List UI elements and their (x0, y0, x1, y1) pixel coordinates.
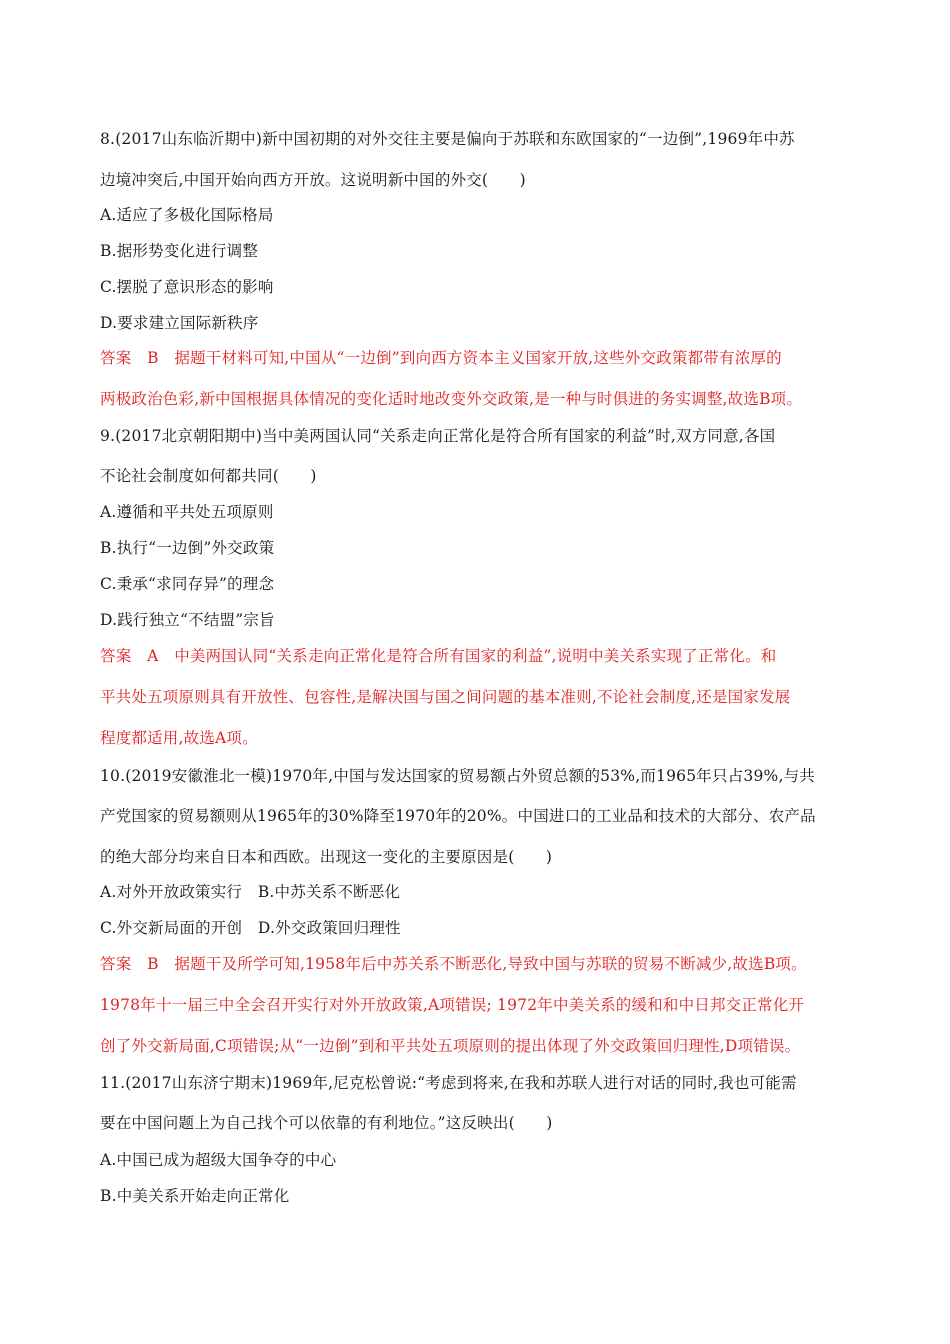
question-stem-line: 不论社会制度如何都共同( ) (100, 467, 317, 485)
question-stem-line: 要在中国问题上为自己找个可以依靠的有利地位。”这反映出( ) (100, 1114, 553, 1132)
question-stem-line: 产党国家的贸易额则从1965年的30%降至1970年的20%。中国进口的工业品和技术的大部分、农产品 (100, 807, 816, 825)
option-a: A.适应了多极化国际格局 (100, 206, 274, 224)
question-stem-line: 边境冲突后,中国开始向西方开放。这说明新中国的外交( ) (100, 171, 526, 189)
option-c: C.秉承“求同存异”的理念 (100, 575, 275, 593)
answer-line: 1978年十一届三中全会召开实行对外开放政策,A项错误; 1972年中美关系的缓和和中日邦交正常化开 (100, 996, 805, 1014)
option-d: D.要求建立国际新秩序 (100, 314, 259, 332)
option-a: A.遵循和平共处五项原则 (100, 503, 274, 521)
answer-line: 答案 B 据题干材料可知,中国从“一边倒”到向西方资本主义国家开放,这些外交政策都带有浓厚的 (100, 349, 782, 367)
option-d: D.践行独立“不结盟”宗旨 (100, 611, 275, 629)
option-b: B.中美关系开始走向正常化 (100, 1187, 290, 1205)
answer-line: 两极政治色彩,新中国根据具体情况的变化适时地改变外交政策,是一种与时俱进的务实调整,故选B项。 (100, 390, 803, 408)
question-stem-line: 8.(2017山东临沂期中)新中国初期的对外交往主要是偏向于苏联和东欧国家的“一边倒”,1969年中苏 (100, 130, 795, 148)
option-a: A.中国已成为超级大国争夺的中心 (100, 1151, 337, 1169)
answer-line: 答案 B 据题干及所学可知,1958年后中苏关系不断恶化,导致中国与苏联的贸易不断减少,故选B项。 (100, 955, 807, 973)
answer-line: 平共处五项原则具有开放性、包容性,是解决国与国之间问题的基本准则,不论社会制度,还是国家发展 (100, 688, 791, 706)
option-row: C.外交新局面的开创 D.外交政策回归理性 (100, 919, 401, 937)
question-stem-line: 10.(2019安徽淮北一模)1970年,中国与发达国家的贸易额占外贸总额的53%,而1965年只占39%,与共 (100, 767, 815, 785)
option-c: C.摆脱了意识形态的影响 (100, 278, 274, 296)
option-b: B.执行“一边倒”外交政策 (100, 539, 275, 557)
question-stem-line: 11.(2017山东济宁期末)1969年,尼克松曾说:“考虑到将来,在我和苏联人进行对话的同时,我也可能需 (100, 1074, 797, 1092)
question-stem-line: 的绝大部分均来自日本和西欧。出现这一变化的主要原因是( ) (100, 848, 553, 866)
answer-line: 程度都适用,故选A项。 (100, 729, 258, 747)
option-b: B.据形势变化进行调整 (100, 242, 259, 260)
answer-line: 答案 A 中美两国认同“关系走向正常化是符合所有国家的利益”,说明中美关系实现了正常化。和 (100, 647, 777, 665)
question-stem-line: 9.(2017北京朝阳期中)当中美两国认同“关系走向正常化是符合所有国家的利益”时,双方同意,各国 (100, 427, 776, 445)
answer-line: 创了外交新局面,C项错误;从“一边倒”到和平共处五项原则的提出体现了外交政策回归理性,D项错误。 (100, 1037, 801, 1055)
option-row: A.对外开放政策实行 B.中苏关系不断恶化 (100, 883, 401, 901)
